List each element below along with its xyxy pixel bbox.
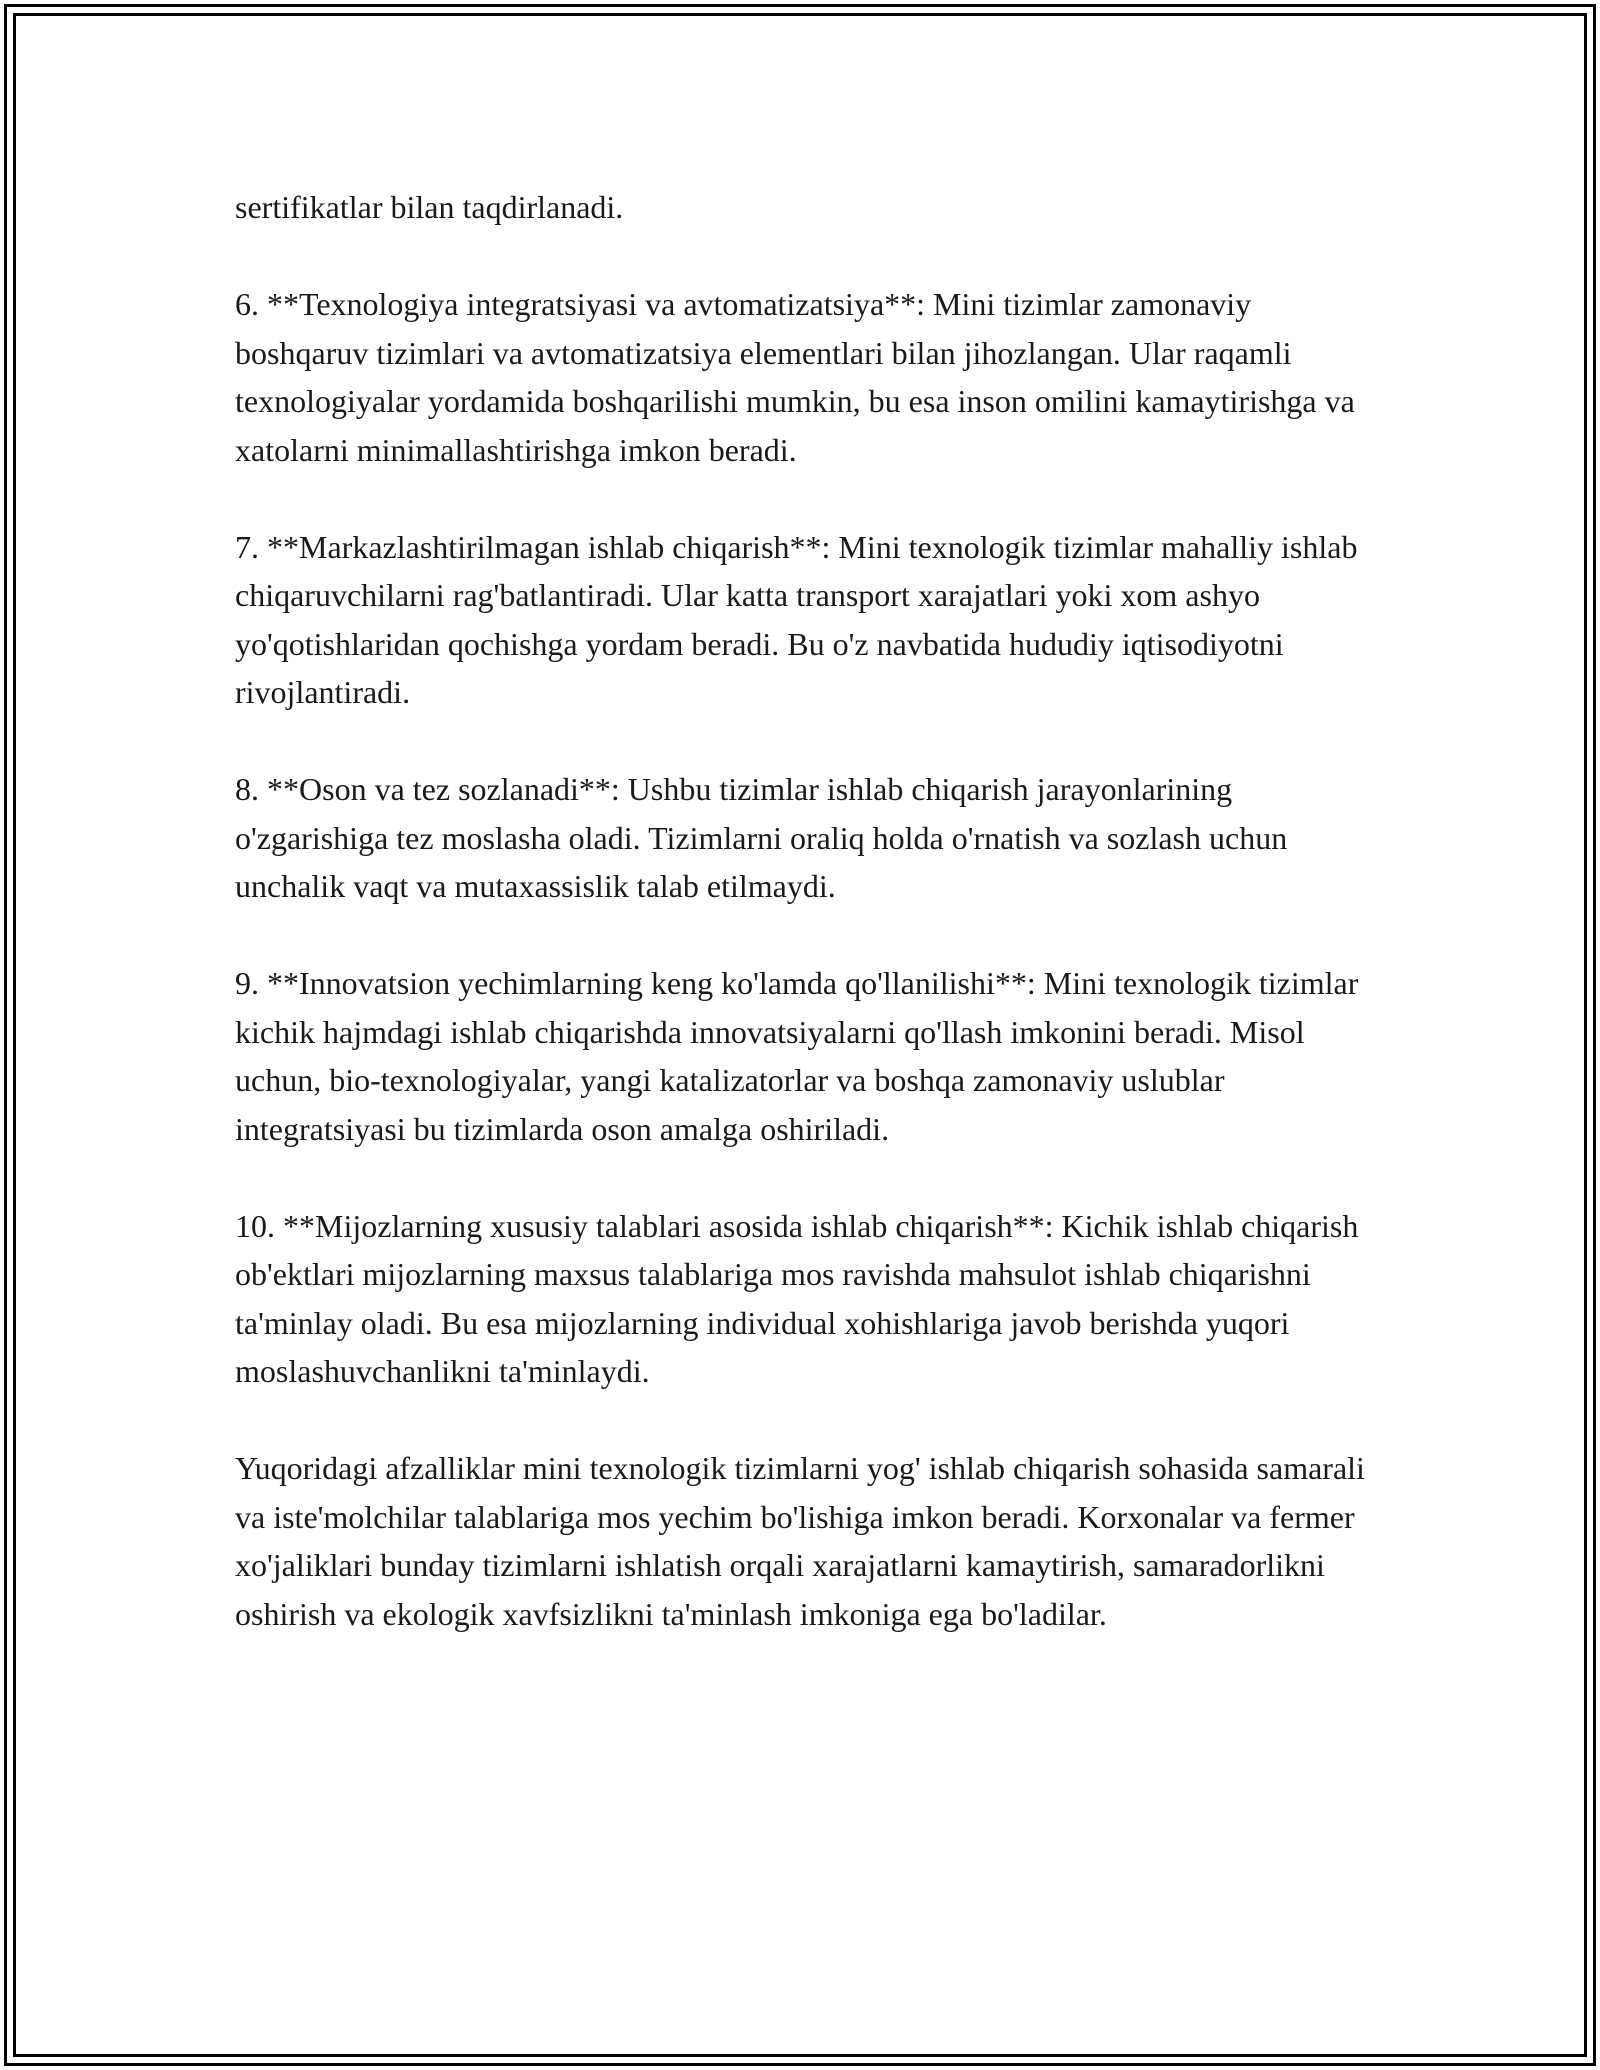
paragraph-item-7: 7. **Markazlashtirilmagan ishlab chiqarish**: Mini texnologik tizimlar mahalliy ishlab chiqaruvchilarni rag'batlantiradi. Ular katta transport xarajatlari yoki xom ashyo yo'qotishlaridan qochishga yordam beradi. Bu o'z navbatida hududiy iqtisodiyotni rivojlantiradi. <box>235 528 1358 710</box>
paragraph-conclusion: Yuqoridagi afzalliklar mini texnologik tizimlarni yog' ishlab chiqarish sohasida samarali va iste'molchilar talablariga mos yechim bo'lishiga imkon beradi. Korxonalar va fermer xo'jaliklari bunday tizimlarni ishlatish orqali xarajatlarni kamaytirish, samaradorlikni oshirish va ekologik xavfsizlikni ta'minlash imkoniga ega bo'ladilar. <box>235 1450 1365 1632</box>
paragraph-continuation: sertifikatlar bilan taqdirlanadi. <box>235 189 624 225</box>
paragraph-item-6: 6. **Texnologiya integratsiyasi va avtomatizatsiya**: Mini tizimlar zamonaviy boshqaruv tizimlari va avtomatizatsiya elementlari bilan jihozlangan. Ular raqamli texnologiyalar yordamida boshqarilishi mumkin, bu esa inson omilini kamaytirishga va xatolarni minimallashtirishga imkon beradi. <box>235 286 1355 468</box>
document-body <box>235 183 1385 1687</box>
paragraph-item-8: 8. **Oson va tez sozlanadi**: Ushbu tizimlar ishlab chiqarish jarayonlarining o'zgarishiga tez moslasha oladi. Tizimlarni oraliq holda o'rnatish va sozlash uchun unchalik vaqt va mutaxassislik talab etilmaydi. <box>235 771 1288 904</box>
paragraph-item-9: 9. **Innovatsion yechimlarning keng ko'lamda qo'llanilishi**: Mini texnologik tizimlar kichik hajmdagi ishlab chiqarishda innovatsiyalarni qo'llash imkonini beradi. Misol uchun, bio-texnologiyalar, yangi katalizatorlar va boshqa zamonaviy uslublar integratsiyasi bu tizimlarda oson amalga oshiriladi. <box>235 965 1359 1147</box>
paragraph-item-10: 10. **Mijozlarning xususiy talablari asosida ishlab chiqarish**: Kichik ishlab chiqarish ob'ektlari mijozlarning maxsus talablariga mos ravishda mahsulot ishlab chiqarishni ta'minlay oladi. Bu esa mijozlarning individual xohishlariga javob berishda yuqori moslashuvchanlikni ta'minlaydi. <box>235 1207 1359 1389</box>
